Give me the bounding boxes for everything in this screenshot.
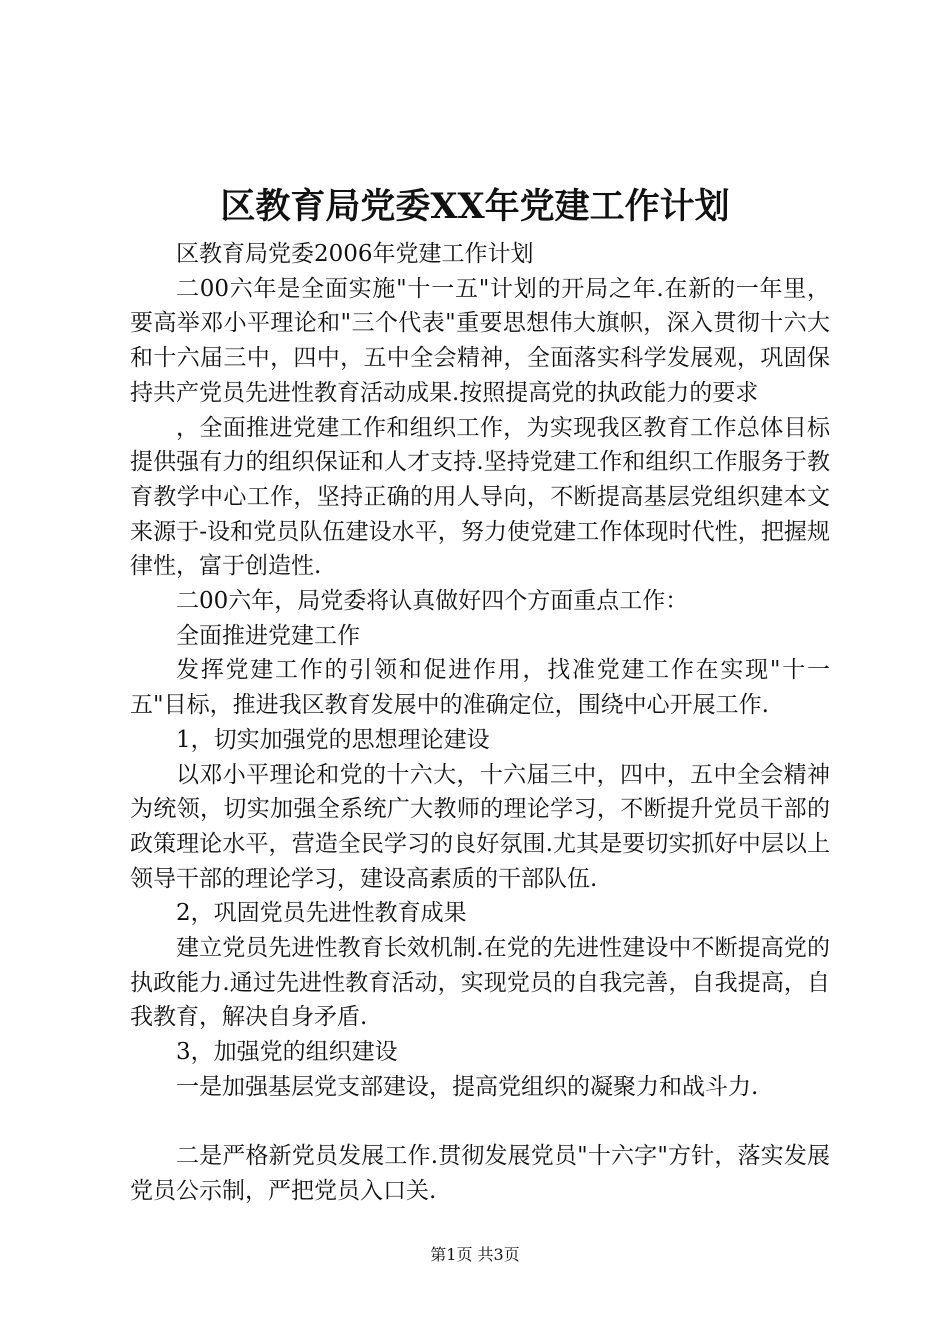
paragraph-subsection-2: 建立党员先进性教育长效机制.在党的先进性建设中不断提高党的执政能力.通过先进性教育活动，实现党员的自我完善，自我提高，自我教育，解决自身矛盾.: [130, 935, 830, 1031]
paragraph-focus-areas: 二00六年，局党委将认真做好四个方面重点工作：: [176, 588, 689, 615]
document-title: 区教育局党委XX年党建工作计划: [220, 186, 730, 227]
subsection-heading-3: 3，加强党的组织建设: [176, 1039, 398, 1066]
section-heading: 全面推进党建工作: [176, 622, 360, 649]
paragraph-item-1: 一是加强基层党支部建设，提高党组织的凝聚力和战斗力.: [176, 1073, 759, 1100]
subsection-heading-2: 2，巩固党员先进性教育成果: [176, 900, 467, 927]
paragraph-intro: 二00六年是全面实施"十一五"计划的开局之年.在新的一年里，要高举邓小平理论和"三个代表"重要思想伟大旗帜，深入贯彻十六大和十六届三中，四中，五中全会精神，全面落实科学发展观，巩固保持共产党员先进性教育活动成果.按照提高党的执政能力的要求: [130, 275, 830, 406]
document-body: [130, 237, 830, 1209]
paragraph-intro-continued: ，全面推进党建工作和组织工作，为实现我区教育工作总体目标提供强有力的组织保证和人才支持.坚持党建工作和组织工作服务于教育教学中心工作，坚持正确的用人导向，不断提高基层党组织建本文来源于-设和党员队伍建设水平，努力使党建工作体现时代性，把握规律性，富于创造性.: [130, 414, 830, 580]
page-footer: 第1页 共3页: [430, 1245, 520, 1264]
paragraph-section-body: 发挥党建工作的引领和促进作用，找准党建工作在实现"十一五"目标，推进我区教育发展中的准确定位，围绕中心开展工作.: [130, 657, 830, 719]
subsection-heading-1: 1，切实加强党的思想理论建设: [176, 726, 490, 753]
paragraph-item-2: 二是严格新党员发展工作.贯彻发展党员"十六字"方针，落实发展党员公示制，严把党员入口关.: [130, 1143, 830, 1204]
paragraph-subtitle: 区教育局党委2006年党建工作计划: [176, 241, 534, 267]
paragraph-subsection-1: 以邓小平理论和党的十六大，十六届三中，四中，五中全会精神为统领，切实加强全系统广大教师的理论学习，不断提升党员干部的政策理论水平，营造全民学习的良好氛围.尤其是要切实抓好中层以上领导干部的理论学习，建设高素质的干部队伍.: [130, 761, 830, 892]
